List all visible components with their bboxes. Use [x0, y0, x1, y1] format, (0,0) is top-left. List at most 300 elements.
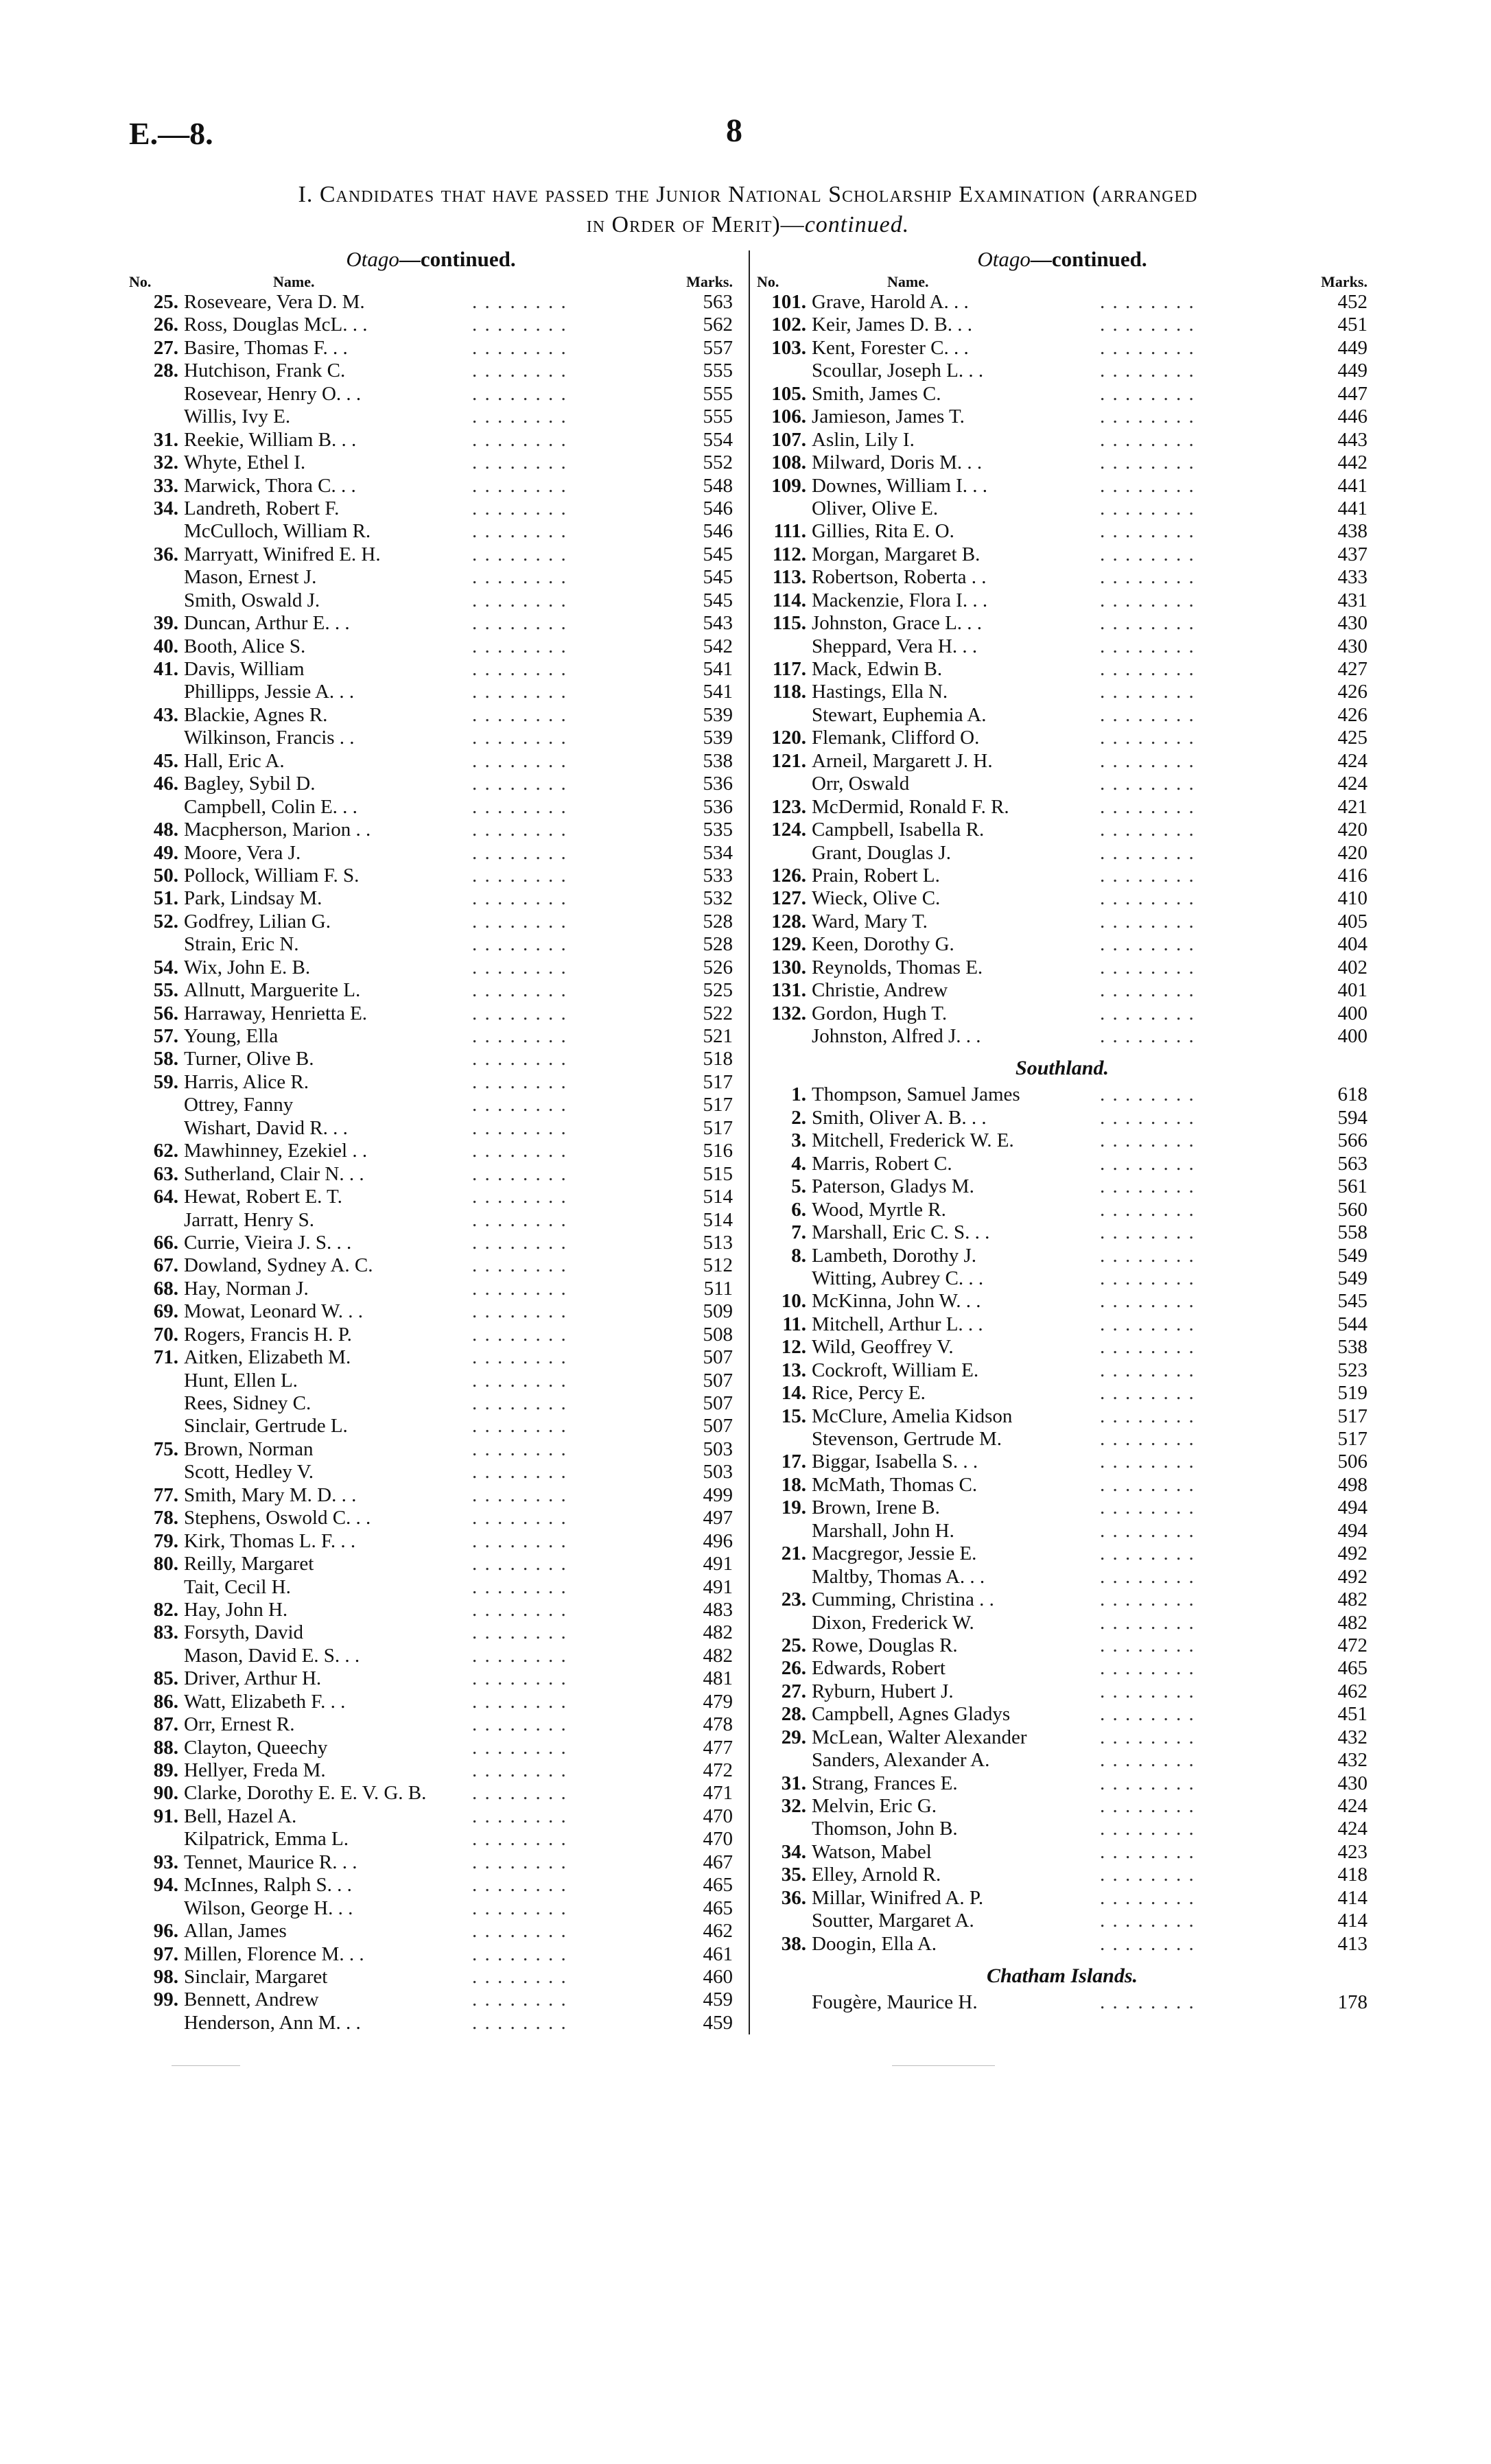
chatham-candidate-list: [757, 1991, 1367, 2014]
leader-dots: . . . . . . . .: [1100, 864, 1195, 887]
candidate-number: 35.: [781, 1864, 806, 1886]
leader-dots: . . . . . . . .: [1100, 1840, 1195, 1863]
leader-dots: . . . . . . . .: [1100, 773, 1195, 795]
leader-dots: . . . . . . . .: [472, 1162, 567, 1185]
table-row: [129, 658, 733, 681]
heading-continued: continued.: [804, 212, 910, 237]
leader-dots: . . . . . . . .: [472, 1438, 567, 1460]
candidate-name: Clayton, Queechy: [184, 1736, 328, 1759]
candidate-marks: 519: [1337, 1382, 1367, 1405]
candidate-marks: 544: [1337, 1313, 1367, 1335]
candidate-name: Allan, James: [184, 1920, 287, 1943]
candidate-marks: 545: [703, 589, 733, 611]
candidate-marks: 515: [703, 1162, 733, 1185]
table-row: [757, 589, 1367, 612]
table-row: [757, 1795, 1367, 1818]
candidate-marks: 525: [703, 979, 733, 1002]
table-row: [757, 1313, 1367, 1336]
leader-dots: . . . . . . . .: [472, 727, 567, 749]
candidate-number: 114.: [772, 589, 806, 611]
candidate-name: Cockroft, William E.: [812, 1359, 979, 1381]
leader-dots: . . . . . . . .: [1100, 1313, 1195, 1335]
leader-dots: . . . . . . . .: [472, 1415, 567, 1438]
candidate-name: Moore, Vera J.: [184, 841, 301, 864]
leader-dots: . . . . . . . .: [472, 1461, 567, 1483]
leader-dots: . . . . . . . .: [1100, 1519, 1195, 1542]
candidate-name: Davis, William: [184, 658, 305, 680]
table-row: [129, 1576, 733, 1599]
candidate-number: 131.: [771, 979, 806, 1002]
candidate-name: Robertson, Roberta . .: [812, 566, 987, 589]
leader-dots: . . . . . . . .: [1100, 1726, 1195, 1748]
table-row: [757, 360, 1367, 382]
table-row: [757, 1405, 1367, 1428]
leader-dots: . . . . . . . .: [1100, 910, 1195, 932]
leader-dots: . . . . . . . .: [472, 1048, 567, 1070]
candidate-number: 103.: [771, 336, 806, 359]
leader-dots: . . . . . . . .: [1100, 336, 1195, 359]
table-row: [757, 773, 1367, 795]
candidate-marks: 492: [1337, 1542, 1367, 1565]
candidate-number: 106.: [771, 406, 806, 428]
candidate-name: Hellyer, Freda M.: [184, 1759, 326, 1781]
candidate-marks: 413: [1337, 1932, 1367, 1955]
candidate-marks: 441: [1337, 474, 1367, 497]
candidate-name: Watson, Mabel: [812, 1840, 932, 1863]
table-row: [757, 291, 1367, 314]
leader-dots: . . . . . . . .: [1100, 795, 1195, 818]
candidate-name: Smith, Oswald J.: [184, 589, 320, 611]
candidate-number: 12.: [781, 1336, 806, 1359]
candidate-marks: 563: [703, 291, 733, 313]
candidate-marks: 420: [1337, 819, 1367, 841]
leader-dots: . . . . . . . .: [472, 1713, 567, 1736]
table-row: [757, 911, 1367, 933]
candidate-name: Rogers, Francis H. P.: [184, 1323, 352, 1346]
candidate-number: 55.: [153, 979, 178, 1002]
leader-dots: . . . . . . . .: [472, 314, 567, 336]
candidate-number: 28.: [781, 1703, 806, 1726]
candidate-number: 25.: [153, 291, 178, 313]
leader-dots: . . . . . . . .: [472, 2011, 567, 2034]
leader-dots: . . . . . . . .: [472, 1943, 567, 1965]
candidate-number: 52.: [153, 910, 178, 932]
leader-dots: . . . . . . . .: [472, 864, 567, 887]
candidate-number: 128.: [771, 910, 806, 932]
leader-dots: . . . . . . . .: [472, 1208, 567, 1231]
leader-dots: . . . . . . . .: [472, 1002, 567, 1024]
candidate-marks: 536: [703, 773, 733, 795]
heading-line-2-text: in Order of Merit)—: [586, 212, 805, 237]
candidate-marks: 542: [703, 635, 733, 657]
candidate-number: 132.: [771, 1002, 806, 1024]
leader-dots: . . . . . . . .: [472, 1690, 567, 1713]
candidate-name: Cumming, Christina . .: [812, 1588, 994, 1611]
leader-dots: . . . . . . . .: [472, 1828, 567, 1851]
table-row: [129, 796, 733, 819]
candidate-marks: 507: [703, 1369, 733, 1392]
candidate-name: Edwards, Robert: [812, 1657, 946, 1680]
leader-dots: . . . . . . . .: [472, 1874, 567, 1897]
candidate-marks: 424: [1337, 1818, 1367, 1840]
leader-dots: . . . . . . . .: [472, 589, 567, 611]
table-row: [757, 1864, 1367, 1886]
leader-dots: . . . . . . . .: [472, 1644, 567, 1667]
leader-dots: . . . . . . . .: [472, 956, 567, 978]
southland-heading: Southland.: [1015, 1057, 1109, 1080]
table-row: [757, 612, 1367, 635]
candidate-name: Sutherland, Clair N. . .: [184, 1162, 364, 1185]
leader-dots: . . . . . . . .: [472, 1070, 567, 1093]
table-row: [129, 1370, 733, 1392]
candidate-marks: 507: [703, 1415, 733, 1438]
table-row: [757, 658, 1367, 681]
leader-dots: . . . . . . . .: [1100, 1106, 1195, 1129]
candidate-number: 51.: [153, 887, 178, 910]
candidate-number: 45.: [153, 749, 178, 772]
table-row: [129, 566, 733, 589]
candidate-marks: 465: [1337, 1657, 1367, 1680]
candidate-name: Marris, Robert C.: [812, 1152, 952, 1175]
candidate-marks: 491: [703, 1553, 733, 1575]
candidate-number: 10.: [781, 1290, 806, 1313]
table-row: [757, 1199, 1367, 1221]
candidate-marks: 546: [703, 520, 733, 543]
candidate-name: Hutchison, Frank C.: [184, 360, 346, 382]
candidate-name: Whyte, Ethel I.: [184, 451, 306, 474]
table-row: [129, 475, 733, 497]
candidate-marks: 532: [703, 887, 733, 910]
candidate-name: Marshall, John H.: [812, 1519, 954, 1542]
candidate-number: 33.: [153, 474, 178, 497]
candidate-number: 29.: [781, 1726, 806, 1748]
leader-dots: . . . . . . . .: [1100, 1221, 1195, 1244]
leader-dots: . . . . . . . .: [1100, 1886, 1195, 1909]
leader-dots: . . . . . . . .: [1100, 1910, 1195, 1932]
leader-dots: . . . . . . . .: [472, 1116, 567, 1139]
leader-dots: . . . . . . . .: [472, 612, 567, 635]
leader-dots: . . . . . . . .: [1100, 589, 1195, 611]
leader-dots: . . . . . . . .: [1100, 612, 1195, 635]
candidate-marks: 545: [703, 543, 733, 565]
candidate-marks: 400: [1337, 1002, 1367, 1024]
leader-dots: . . . . . . . .: [1100, 1473, 1195, 1496]
candidate-name: Elley, Arnold R.: [812, 1864, 941, 1886]
table-row: [757, 1474, 1367, 1497]
candidate-name: McMath, Thomas C.: [812, 1473, 978, 1496]
leader-dots: . . . . . . . .: [472, 819, 567, 841]
candidate-marks: 482: [1337, 1611, 1367, 1634]
candidate-name: Driver, Arthur H.: [184, 1667, 322, 1690]
candidate-name: Lambeth, Dorothy J.: [812, 1244, 977, 1267]
table-row: [757, 1818, 1367, 1840]
table-row: [129, 1599, 733, 1621]
candidate-number: 27.: [153, 336, 178, 359]
candidate-name: Stevenson, Gertrude M.: [812, 1428, 1002, 1450]
candidate-number: 99.: [153, 1988, 178, 2011]
leader-dots: . . . . . . . .: [1100, 1175, 1195, 1198]
candidate-number: 115.: [772, 612, 806, 635]
table-row: [757, 1245, 1367, 1267]
table-row: [757, 1772, 1367, 1795]
table-row: [129, 2012, 733, 2034]
candidate-number: 120.: [771, 727, 806, 749]
leader-dots: . . . . . . . .: [472, 406, 567, 428]
candidate-name: Keir, James D. B. . .: [812, 314, 973, 336]
candidate-name: Smith, Oliver A. B. . .: [812, 1106, 987, 1129]
candidate-name: Wix, John E. B.: [184, 956, 311, 978]
table-row: [757, 383, 1367, 406]
table-row: [757, 1749, 1367, 1772]
leader-dots: . . . . . . . .: [472, 1186, 567, 1208]
table-row: [129, 429, 733, 451]
candidate-marks: 514: [703, 1208, 733, 1231]
candidate-marks: 535: [703, 819, 733, 841]
candidate-name: Aslin, Lily I.: [812, 428, 915, 451]
candidate-number: 101.: [771, 291, 806, 313]
left-header-name: Name.: [273, 273, 315, 290]
table-row: [757, 1566, 1367, 1588]
leader-dots: . . . . . . . .: [1100, 1336, 1195, 1359]
leader-dots: . . . . . . . .: [472, 1553, 567, 1575]
table-row: [757, 566, 1367, 589]
candidate-name: Jarratt, Henry S.: [184, 1208, 315, 1231]
table-row: [129, 1645, 733, 1667]
candidate-number: 11.: [782, 1313, 806, 1335]
leader-dots: . . . . . . . .: [1100, 566, 1195, 589]
candidate-number: 19.: [781, 1497, 806, 1519]
leader-dots: . . . . . . . .: [1100, 1152, 1195, 1175]
table-row: [129, 1988, 733, 2011]
candidate-marks: 478: [703, 1713, 733, 1736]
candidate-name: Park, Lindsay M.: [184, 887, 322, 910]
candidate-name: Tennet, Maurice R. . .: [184, 1851, 357, 1873]
table-row: [129, 1484, 733, 1507]
table-row: [757, 842, 1367, 865]
table-row: [757, 475, 1367, 497]
candidate-marks: 496: [703, 1529, 733, 1552]
candidate-number: 49.: [153, 841, 178, 864]
candidate-marks: 424: [1337, 1795, 1367, 1817]
leader-dots: . . . . . . . .: [1100, 1497, 1195, 1519]
candidate-number: 71.: [153, 1346, 178, 1369]
candidate-number: 46.: [153, 773, 178, 795]
table-row: [757, 1933, 1367, 1956]
candidate-marks: 416: [1337, 864, 1367, 887]
leader-dots: . . . . . . . .: [1100, 887, 1195, 910]
table-row: [129, 887, 733, 910]
left-district-continued: —continued.: [399, 247, 516, 271]
candidate-number: 50.: [153, 864, 178, 887]
leader-dots: . . . . . . . .: [1100, 681, 1195, 703]
leader-dots: . . . . . . . .: [1100, 1795, 1195, 1817]
leader-dots: . . . . . . . .: [1100, 841, 1195, 864]
candidate-name: Young, Ella: [184, 1025, 279, 1047]
candidate-marks: 494: [1337, 1497, 1367, 1519]
leader-dots: . . . . . . . .: [472, 703, 567, 726]
candidate-name: Marshall, Eric C. S. . .: [812, 1221, 990, 1244]
candidate-name: Strain, Eric N.: [184, 933, 299, 956]
leader-dots: . . . . . . . .: [1100, 1359, 1195, 1381]
leader-dots: . . . . . . . .: [472, 360, 567, 382]
candidate-marks: 481: [703, 1667, 733, 1690]
table-row: [757, 1887, 1367, 1910]
candidate-number: 8.: [791, 1244, 806, 1267]
candidate-marks: 447: [1337, 382, 1367, 405]
candidate-name: Stephens, Oswold C. . .: [184, 1507, 371, 1529]
leader-dots: . . . . . . . .: [472, 1805, 567, 1827]
leader-dots: . . . . . . . .: [1100, 474, 1195, 497]
candidate-name: Keen, Dorothy G.: [812, 933, 954, 956]
candidate-marks: 509: [703, 1300, 733, 1323]
candidate-name: Mitchell, Arthur L. . .: [812, 1313, 983, 1335]
candidate-name: Marryatt, Winifred E. H.: [184, 543, 381, 565]
candidate-name: Melvin, Eric G.: [812, 1795, 937, 1817]
table-row: [757, 337, 1367, 360]
candidate-number: 130.: [771, 956, 806, 978]
leader-dots: . . . . . . . .: [472, 451, 567, 474]
leader-dots: . . . . . . . .: [472, 497, 567, 519]
candidate-marks: 549: [1337, 1267, 1367, 1289]
table-row: [129, 1667, 733, 1690]
leader-dots: . . . . . . . .: [472, 291, 567, 313]
leader-dots: . . . . . . . .: [472, 1759, 567, 1781]
candidate-number: 93.: [153, 1851, 178, 1873]
table-row: [129, 314, 733, 336]
candidate-marks: 414: [1337, 1910, 1367, 1932]
leader-dots: . . . . . . . .: [1100, 1991, 1195, 2014]
candidate-marks: 508: [703, 1323, 733, 1346]
candidate-marks: 446: [1337, 406, 1367, 428]
table-row: [129, 1209, 733, 1232]
candidate-number: 26.: [153, 314, 178, 336]
leader-dots: . . . . . . . .: [1100, 1565, 1195, 1588]
candidate-number: 43.: [153, 703, 178, 726]
candidate-number: 59.: [153, 1070, 178, 1093]
candidate-marks: 503: [703, 1461, 733, 1483]
leader-dots: . . . . . . . .: [472, 841, 567, 864]
leader-dots: . . . . . . . .: [472, 1507, 567, 1529]
candidate-number: 66.: [153, 1231, 178, 1254]
leader-dots: . . . . . . . .: [472, 1667, 567, 1690]
leader-dots: . . . . . . . .: [1100, 1611, 1195, 1634]
table-row: [757, 933, 1367, 956]
candidate-number: 126.: [771, 864, 806, 887]
leader-dots: . . . . . . . .: [472, 749, 567, 772]
candidate-marks: 424: [1337, 773, 1367, 795]
table-row: [129, 1117, 733, 1140]
candidate-number: 15.: [781, 1405, 806, 1427]
candidate-marks: 562: [703, 314, 733, 336]
candidate-name: Stewart, Euphemia A.: [812, 703, 987, 726]
candidate-name: Harris, Alice R.: [184, 1070, 309, 1093]
candidate-name: Roseveare, Vera D. M.: [184, 291, 365, 313]
leader-dots: . . . . . . . .: [1100, 1818, 1195, 1840]
southland-candidate-list: [757, 1083, 1367, 1956]
table-row: [129, 1530, 733, 1553]
candidate-name: Johnston, Alfred J. . .: [812, 1025, 981, 1047]
candidate-marks: 517: [1337, 1405, 1367, 1427]
candidate-marks: 479: [703, 1690, 733, 1713]
leader-dots: . . . . . . . .: [1100, 428, 1195, 451]
leader-dots: . . . . . . . .: [1100, 1772, 1195, 1794]
leader-dots: . . . . . . . .: [472, 1851, 567, 1873]
table-row: [129, 1737, 733, 1759]
table-row: [129, 1300, 733, 1323]
leader-dots: . . . . . . . .: [1100, 1542, 1195, 1565]
candidate-marks: 594: [1337, 1106, 1367, 1129]
candidate-marks: 472: [1337, 1634, 1367, 1656]
candidate-marks: 470: [703, 1805, 733, 1827]
candidate-marks: 414: [1337, 1886, 1367, 1909]
leader-dots: . . . . . . . .: [472, 382, 567, 405]
table-row: [757, 1290, 1367, 1313]
candidate-number: 27.: [781, 1680, 806, 1702]
candidate-name: Hall, Eric A.: [184, 749, 285, 772]
table-row: [757, 1680, 1367, 1703]
candidate-number: 118.: [772, 681, 806, 703]
candidate-name: Kirk, Thomas L. F. . .: [184, 1529, 356, 1552]
rule-mark: [172, 2065, 240, 2067]
right-column-headers: [757, 273, 1367, 291]
candidate-marks: 491: [703, 1575, 733, 1598]
table-row: [129, 1094, 733, 1116]
candidate-marks: 548: [703, 474, 733, 497]
candidate-marks: 462: [703, 1920, 733, 1943]
leader-dots: . . . . . . . .: [472, 1094, 567, 1116]
rule-mark: [892, 2065, 995, 2067]
candidate-marks: 511: [703, 1277, 733, 1300]
table-row: [129, 589, 733, 612]
leader-dots: . . . . . . . .: [472, 910, 567, 932]
table-row: [129, 1920, 733, 1943]
candidate-marks: 521: [703, 1025, 733, 1047]
candidate-name: Marwick, Thora C. . .: [184, 474, 356, 497]
candidate-number: 64.: [153, 1186, 178, 1208]
candidate-number: 77.: [153, 1483, 178, 1506]
candidate-name: Mawhinney, Ezekiel . .: [184, 1140, 368, 1162]
table-row: [129, 819, 733, 841]
candidate-name: Morgan, Margaret B.: [812, 543, 981, 565]
table-row: [757, 1588, 1367, 1611]
table-row: [129, 497, 733, 520]
leader-dots: . . . . . . . .: [472, 658, 567, 680]
candidate-name: Maltby, Thomas A. . .: [812, 1565, 985, 1588]
table-row: [129, 1713, 733, 1736]
candidate-number: 1.: [791, 1083, 806, 1106]
candidate-name: Millen, Florence M. . .: [184, 1943, 364, 1965]
candidate-marks: 497: [703, 1507, 733, 1529]
candidate-marks: 528: [703, 910, 733, 932]
candidate-marks: 558: [1337, 1221, 1367, 1244]
candidate-marks: 506: [1337, 1451, 1367, 1473]
leader-dots: . . . . . . . .: [1100, 1129, 1195, 1152]
candidate-name: Kilpatrick, Emma L.: [184, 1828, 349, 1851]
leader-dots: . . . . . . . .: [1100, 1864, 1195, 1886]
candidate-marks: 494: [1337, 1519, 1367, 1542]
table-row: [757, 1382, 1367, 1405]
table-row: [129, 842, 733, 865]
candidate-name: Wieck, Olive C.: [812, 887, 941, 910]
candidate-name: Kent, Forester C. . .: [812, 336, 969, 359]
candidate-marks: 552: [703, 451, 733, 474]
candidate-name: Wilkinson, Francis . .: [184, 727, 355, 749]
table-row: [129, 1553, 733, 1575]
candidate-marks: 472: [703, 1759, 733, 1781]
table-row: [129, 635, 733, 658]
column-divider: [749, 250, 750, 2034]
leader-dots: . . . . . . . .: [472, 474, 567, 497]
